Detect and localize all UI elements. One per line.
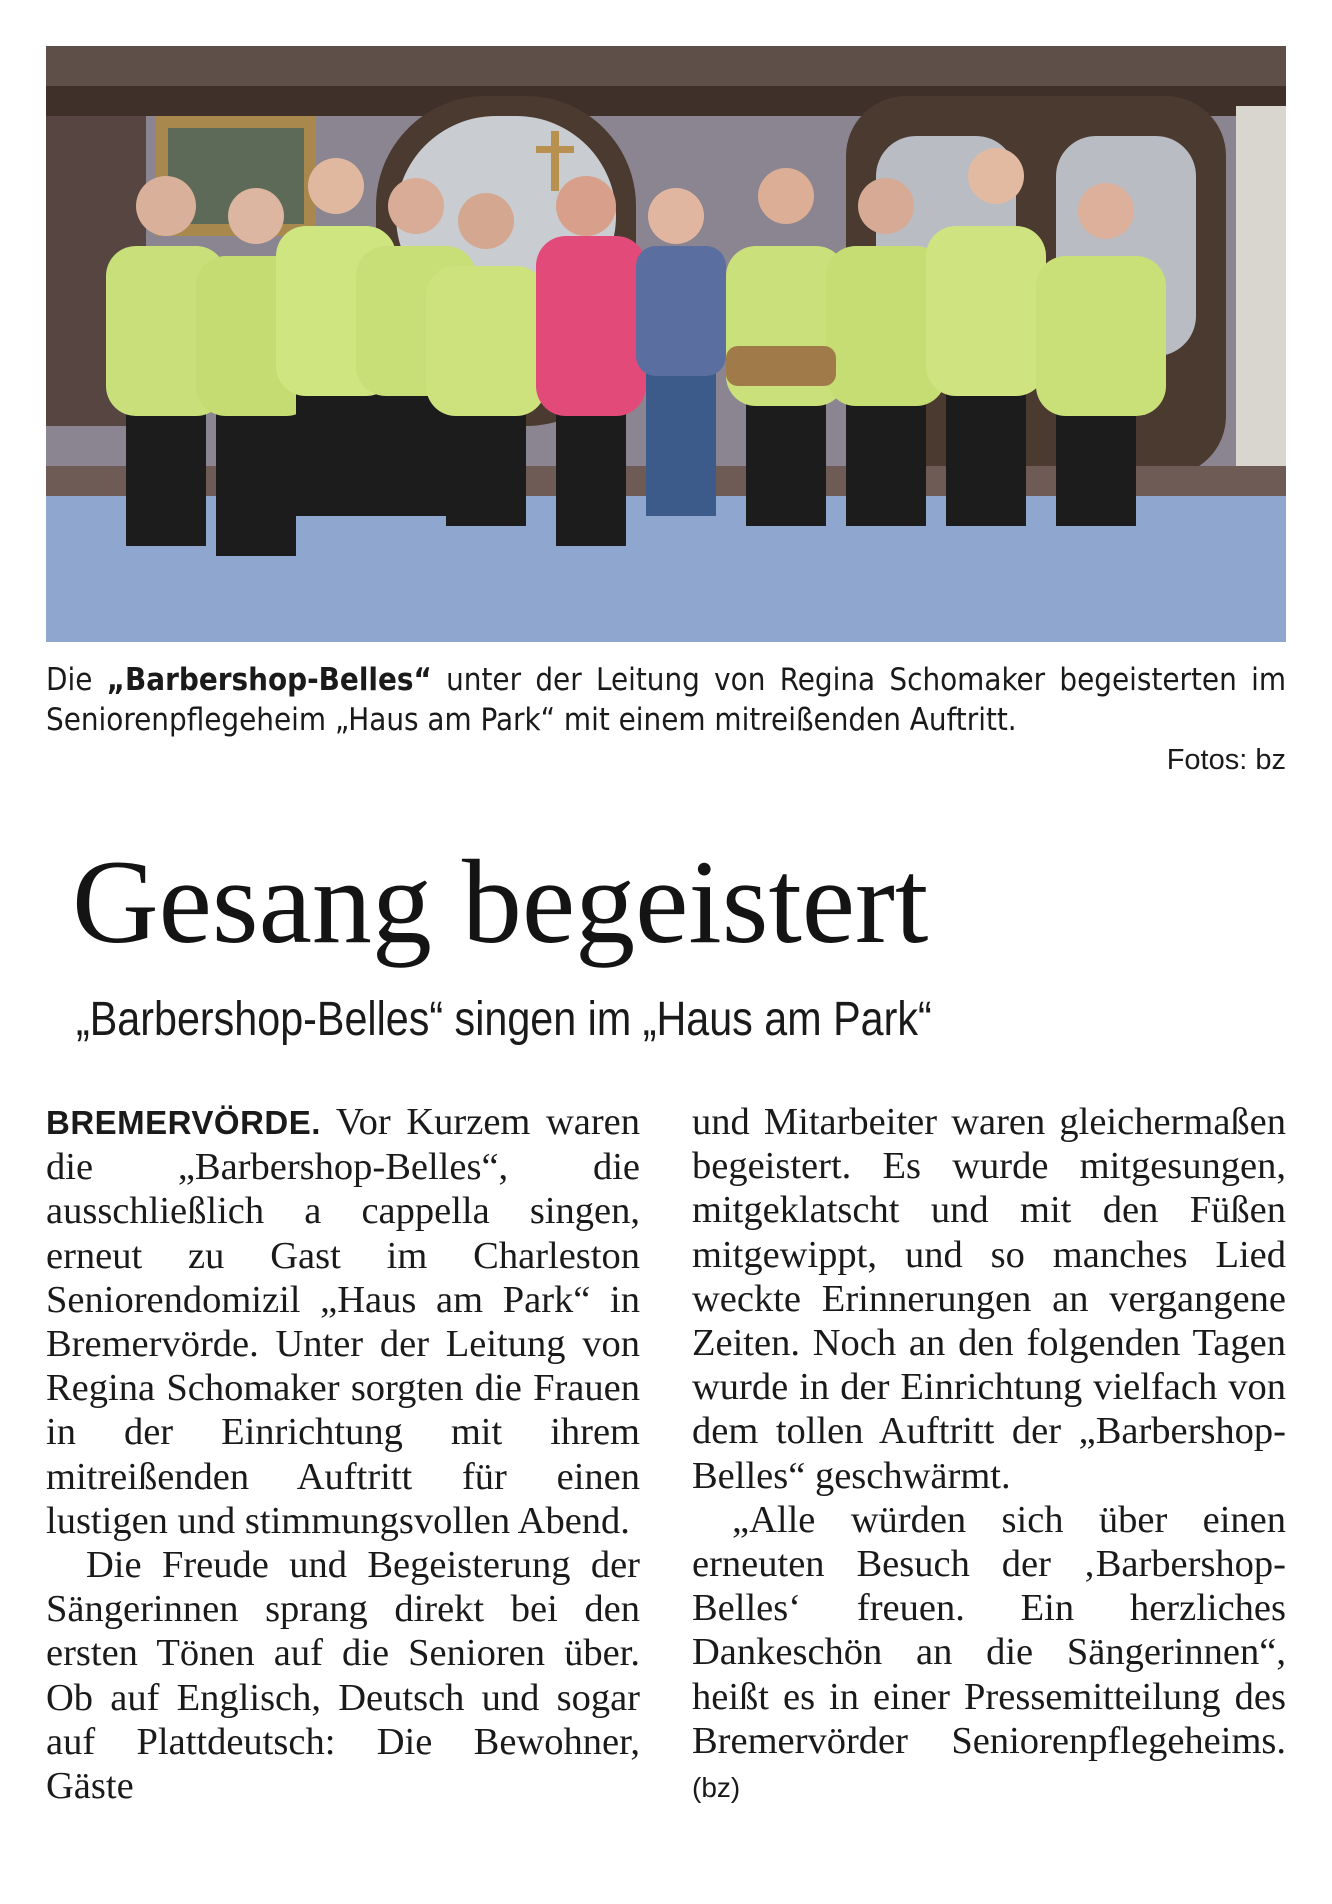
article-subheadline: „Barbershop-Belles“ singen im „Haus am Park“ (76, 993, 932, 1046)
caption-prefix: Die (46, 662, 107, 698)
article-paragraph-2: Die Freude und Begeisterung der Sängerinnen sprang direkt bei den ersten Tönen auf die Senioren über. Ob auf Englisch, Deutsch und sogar auf Plattdeutsch: Die Bewohner, Gäste (46, 1544, 640, 1808)
article-headline: Gesang begeistert (72, 835, 929, 968)
group-photo (46, 46, 1286, 642)
article-paragraph-2-continued: und Mitarbeiter waren gleichermaßen begeistert. Es wurde mitgesungen, mitgeklatscht und mit den Füßen mitgewippt, und so manches Lied weckte Erinnerungen an vergangene Zeiten. Noch an den folgenden Tagen wurde in der Einrichtung vielfach von dem tollen Auftritt der „Barbershop-Belles“ geschwärmt. (692, 1101, 1286, 1497)
dateline: BREMERVÖRDE. (46, 1104, 321, 1141)
article-paragraph-1 (46, 1100, 640, 1543)
photo-credit: Fotos: bz (1157, 740, 1286, 780)
paragraph-3-text: „Alle würden sich über einen erneuten Besuch der ‚Barbershop-Belles‘ freuen. Ein herzliches Dankeschön an die Sängerinnen“, heißt es in einer Pressemitteilung des Bremervörder Seniorenpflegeheims. (692, 1498, 1286, 1762)
paragraph-1-text: Vor Kurzem waren die „Barbershop-Belles“, die ausschließlich a cappella singen, erneut zu Gast im Charleston Seniorendomizil „Haus am Park“ in Bremervörde. Unter der Leitung von Regina Schomaker sorgten die Frauen in der Einrichtung mit ihrem mitreißenden Auftritt für einen lustigen und stimmungsvollen Abend. (46, 1101, 640, 1542)
article-column-right (692, 1100, 1286, 1810)
group-photo-icon (46, 46, 1286, 642)
photo-caption (46, 660, 1286, 740)
caption-choir-name: „Barbershop-Belles“ (106, 662, 432, 698)
article-paragraph-3 (692, 1498, 1286, 1810)
author-signature: (bz) (692, 1772, 741, 1804)
article-column-left (46, 1100, 640, 1808)
caption-text: unter der Leitung von Regina Schomaker begeisterten im Seniorenpflegeheim „Haus am Park“ mit einem mitreißenden Auftritt. (46, 662, 1286, 738)
